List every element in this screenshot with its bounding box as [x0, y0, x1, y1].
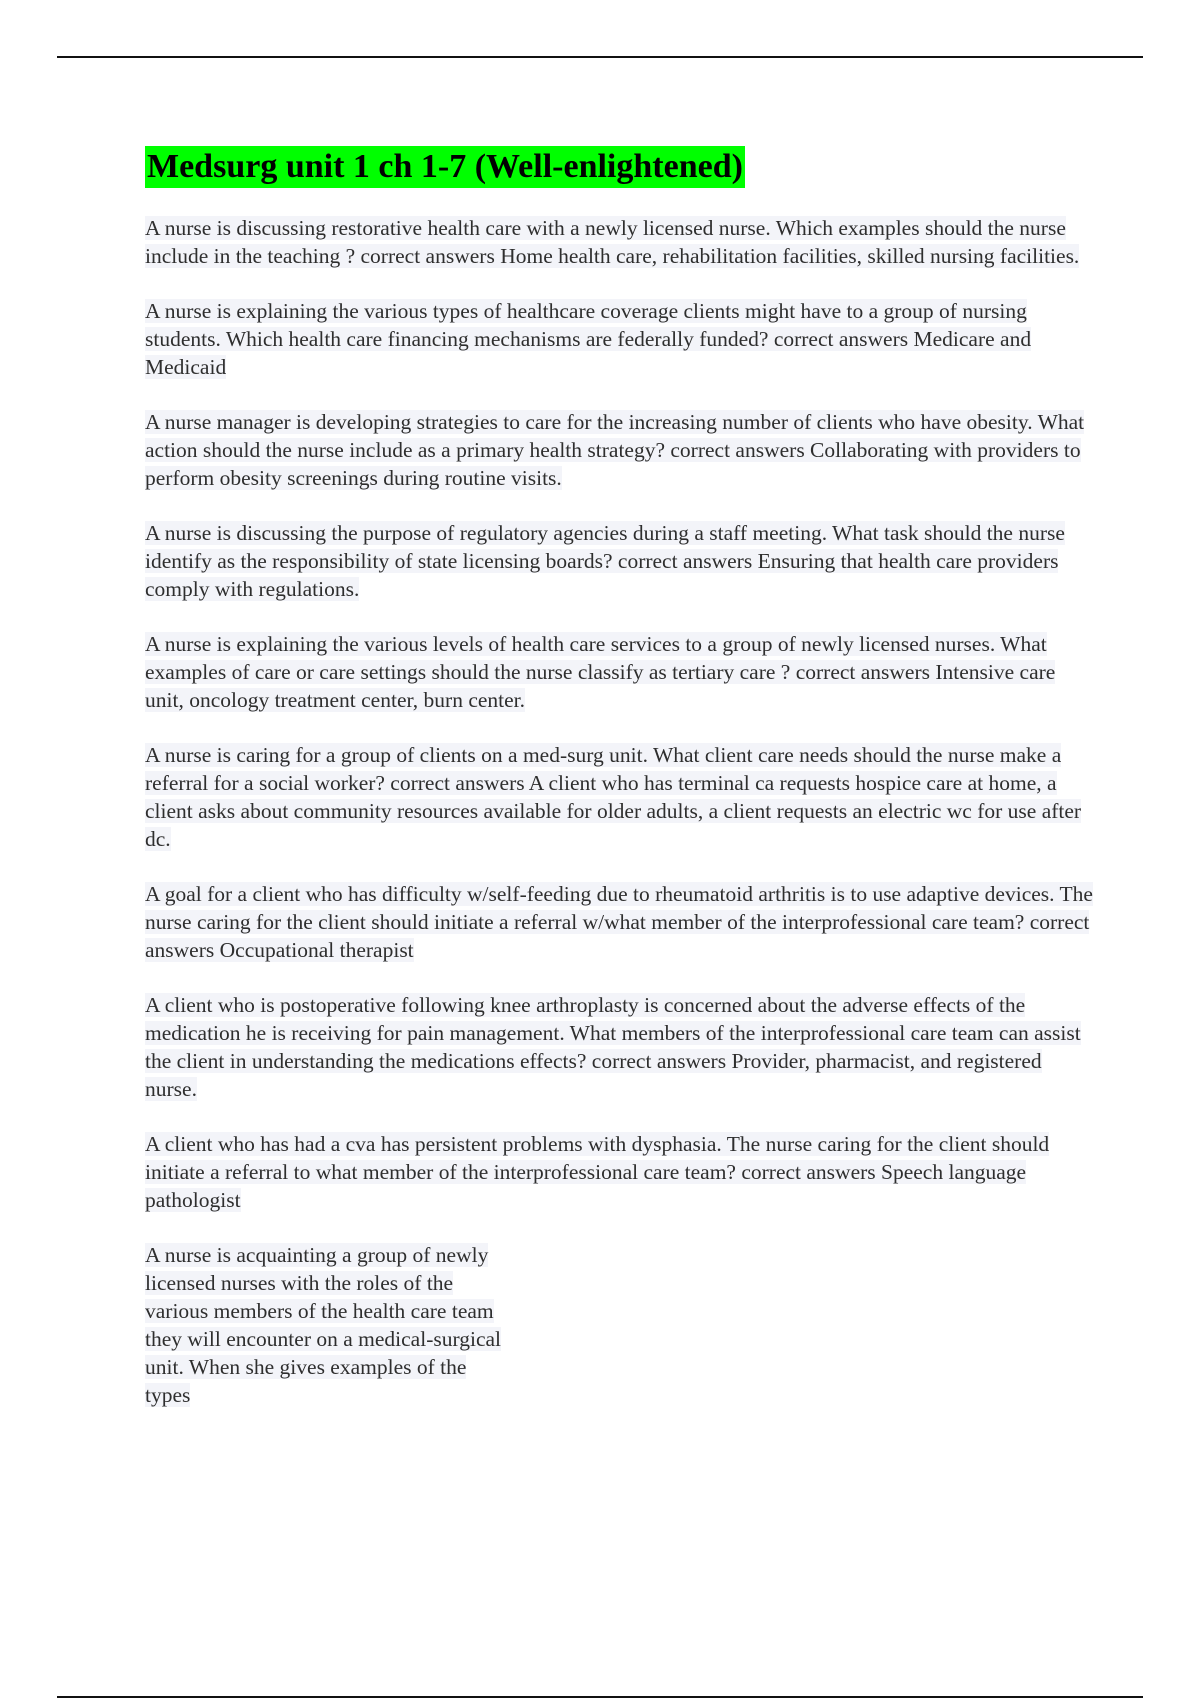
top-rule: [57, 56, 1143, 58]
qa-entry-text: A nurse is caring for a group of clients on a med-surg unit. What client care needs should the nurse make a referral for a social worker? correct answers A client who has terminal ca requests hospice care at home, a client asks about community resources available for older adults, a client requests an electric wc for use after dc.: [145, 743, 1082, 851]
document-title: Medsurg unit 1 ch 1-7 (Well-enlightened): [145, 146, 745, 188]
bottom-rule: [57, 1696, 1143, 1698]
qa-entry-text: A goal for a client who has difficulty w/self-feeding due to rheumatoid arthritis is to use adaptive devices. The nurse caring for the client should initiate a referral w/what member of the interprofessional care team? correct answers Occupational therapist: [145, 882, 1093, 962]
qa-entry-text: A nurse is discussing restorative health care with a newly licensed nurse. Which examples should the nurse include in the teaching ? correct answers Home health care, rehabilitation facilities, skilled nursing facilities.: [145, 216, 1080, 268]
qa-entry-text: A nurse is explaining the various levels of health care services to a group of newly licensed nurses. What examples of care or care settings should the nurse classify as tertiary care ? correct answers Intensive care unit, oncology treatment center, burn center.: [145, 632, 1056, 712]
qa-entry-8: [145, 991, 1095, 1103]
qa-entry-2: [145, 297, 1095, 381]
document-body: [145, 146, 1095, 1436]
qa-entry-text: A client who is postoperative following knee arthroplasty is concerned about the adverse effects of the medication he is receiving for pain management. What members of the interprofessional care team can assist the client in understanding the medications effects? correct answers Provider, pharmacist, and registered nurse.: [145, 993, 1081, 1101]
qa-entry-10-truncated: [145, 1241, 505, 1409]
qa-entry-3: [145, 408, 1095, 492]
qa-entry-4: [145, 519, 1095, 603]
qa-entry-9: [145, 1130, 1095, 1214]
qa-entry-text: A nurse manager is developing strategies to care for the increasing number of clients who have obesity. What action should the nurse include as a primary health strategy? correct answers Collaborating with providers to perform obesity screenings during routine visits.: [145, 410, 1085, 490]
qa-entry-text: A nurse is explaining the various types of healthcare coverage clients might have to a group of nursing students. Which health care financing mechanisms are federally funded? correct answers Medicare and Medicaid: [145, 299, 1032, 379]
qa-entry-text: A client who has had a cva has persistent problems with dysphasia. The nurse caring for the client should initiate a referral to what member of the interprofessional care team? correct answers Speech language pathologist: [145, 1132, 1050, 1212]
title-wrap: [145, 146, 1095, 188]
qa-entry-1: [145, 214, 1095, 270]
qa-entry-7: [145, 880, 1095, 964]
qa-entry-5: [145, 630, 1095, 714]
qa-entry-text: A nurse is acquainting a group of newly licensed nurses with the roles of the various members of the health care team they will encounter on a medical-surgical unit. When she gives examples of the types: [145, 1243, 502, 1407]
qa-entry-text: A nurse is discussing the purpose of regulatory agencies during a staff meeting. What task should the nurse identify as the responsibility of state licensing boards? correct answers Ensuring that health care providers comply with regulations.: [145, 521, 1065, 601]
qa-entry-6: [145, 741, 1095, 853]
